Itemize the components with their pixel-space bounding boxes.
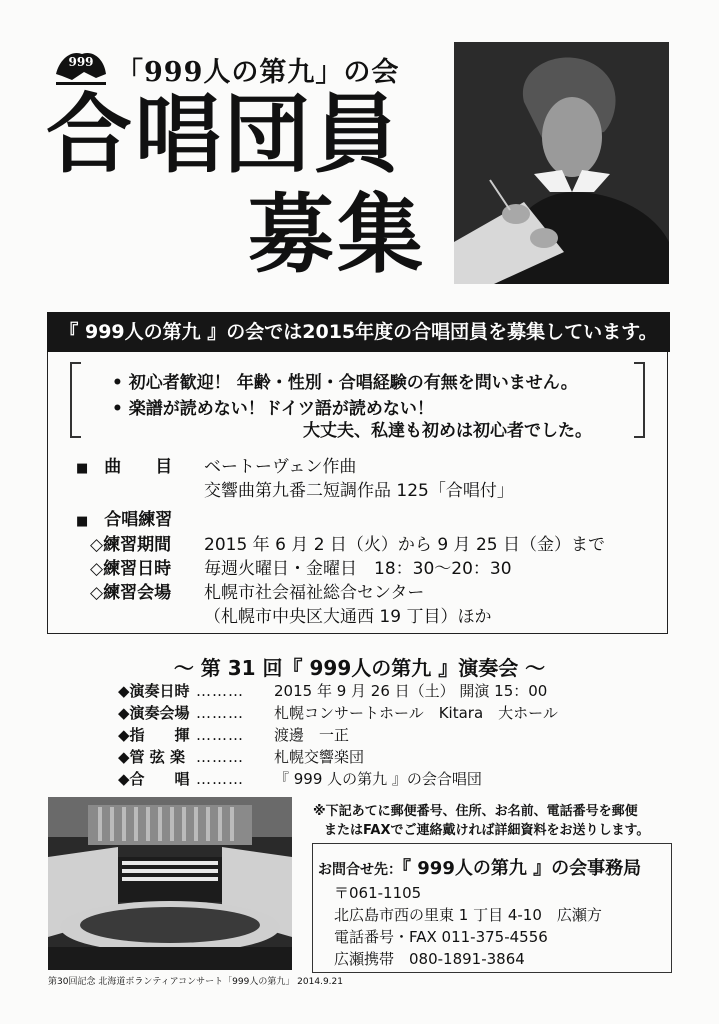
contact-note-line2: またはFAXでご連絡戴ければ詳細資料をお送りします。 xyxy=(324,823,650,838)
contact-postal-code: 〒061-1105 xyxy=(334,884,422,902)
square-bullet-icon: ■ xyxy=(76,514,89,529)
program-work: 交響曲第九番二短調作品 125「合唱付」 xyxy=(204,481,514,501)
rehearsal-period-label: ◇練習期間 xyxy=(90,535,172,555)
rehearsal-heading: ■ 合唱練習 xyxy=(76,510,173,530)
contact-phone-fax: 電話番号・FAX 011-375-4556 xyxy=(334,928,548,946)
concert-hall-photo xyxy=(48,797,292,970)
concert-row-chorus: ◆合 唱 ……… 『 999 人の第九 』の会合唱団 xyxy=(118,770,482,788)
welcome-line-2: • 楽譜が読めない！ドイツ語が読めない！ xyxy=(112,399,434,419)
rehearsal-venue-label: ◇練習会場 xyxy=(90,583,172,603)
concert-row-conductor: ◆指 揮 ……… 渡邊 一正 xyxy=(118,726,350,744)
logo-text: 999 xyxy=(68,55,94,69)
welcome-line-1: • 初心者歓迎！ 年齢・性別・合唱経験の有無を問いません。 xyxy=(112,373,578,393)
composer-portrait-image xyxy=(454,42,669,284)
square-bullet-icon: ■ xyxy=(76,461,89,476)
contact-heading: お問合せ先：『 999人の第九 』の会事務局 xyxy=(318,858,642,879)
page-title-line2: 募集 xyxy=(248,185,426,285)
rehearsal-time-label: ◇練習日時 xyxy=(90,559,172,579)
program-heading: ■ 曲 目 xyxy=(76,457,173,477)
rehearsal-venue-value: 札幌市社会福祉総合センター xyxy=(204,583,425,603)
organization-name: 「999人の第九」の会 xyxy=(116,57,400,88)
concert-title: ～ 第 31 回『 999人の第九 』演奏会 ～ xyxy=(173,656,546,680)
concert-row-date: ◆演奏日時 ……… 2015 年 9 月 26 日（土） 開演 15：00 xyxy=(118,682,548,700)
concert-row-orchestra: ◆管 弦 楽 ……… 札幌交響楽団 xyxy=(118,748,365,766)
organization-logo xyxy=(52,44,110,90)
rehearsal-period-value: 2015 年 6 月 2 日（火）から 9 月 25 日（金）まで xyxy=(204,535,605,555)
page-title-line1: 合唱団員 xyxy=(46,85,402,185)
program-composer: ベートーヴェン作曲 xyxy=(204,457,357,477)
concert-row-venue: ◆演奏会場 ……… 札幌コンサートホール Kitara 大ホール xyxy=(118,704,558,722)
recruitment-banner: 『 999人の第九 』の会では2015年度の合唱団員を募集しています。 xyxy=(47,312,670,352)
rehearsal-venue-note: （札幌市中央区大通西 19 丁目）ほか xyxy=(204,607,492,627)
contact-address: 北広島市西の里東 1 丁目 4-10 広瀬方 xyxy=(334,906,602,924)
right-bracket xyxy=(634,362,645,438)
recruitment-details-box xyxy=(47,352,668,634)
rehearsal-time-value: 毎週火曜日・金曜日 18：30～20：30 xyxy=(204,559,512,579)
contact-note-line1: ※下記あてに郵便番号、住所、お名前、電話番号を郵便 xyxy=(313,804,638,819)
photo-caption: 第30回記念 北海道ボランティアコンサート「999人の第九」 2014.9.21 xyxy=(48,977,343,987)
welcome-line-3: 大丈夫、私達も初めは初心者でした。 xyxy=(303,421,592,441)
left-bracket xyxy=(70,362,81,438)
contact-mobile: 広瀬携帯 080-1891-3864 xyxy=(334,950,525,968)
